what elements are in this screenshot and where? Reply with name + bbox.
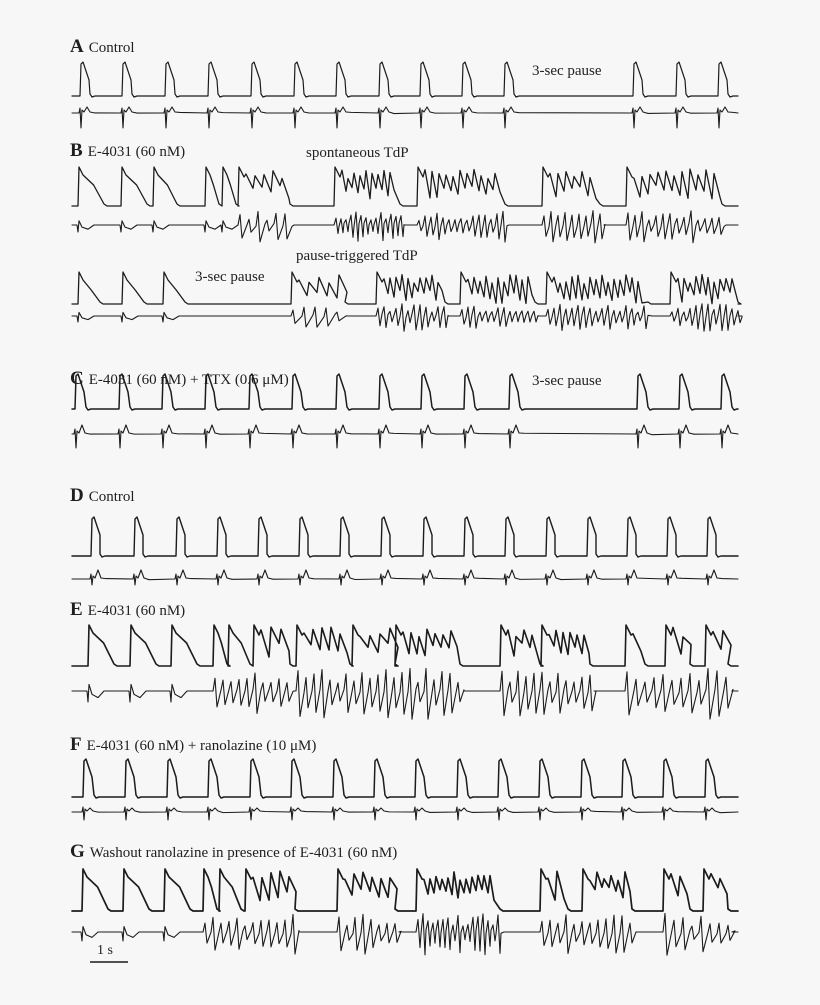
panel-title: Control	[88, 489, 135, 505]
panel-letter: F	[70, 734, 82, 755]
trace-group	[72, 62, 742, 955]
trace-c-ecg	[72, 425, 738, 448]
trace-f-ecg	[72, 807, 738, 820]
trace-e-ecg	[72, 668, 738, 719]
panel-title: Control	[88, 40, 135, 56]
scale-bar-label: 1 s	[97, 943, 113, 958]
trace-e-ap	[72, 625, 738, 666]
trace-a-ap	[72, 62, 738, 97]
annotation-pause: 3-sec pause	[195, 269, 265, 285]
panel-letter: C	[70, 368, 84, 389]
panel-title: Washout ranolazine in presence of E-4031 (60 nM)	[89, 845, 398, 861]
trace-c-ap	[72, 374, 738, 410]
annotation-pause: 3-sec pause	[532, 63, 602, 79]
trace-d-ap	[72, 517, 738, 557]
panel-title: E-4031 (60 nM) + TTX (0.6 μM)	[88, 372, 289, 388]
annotation-pause-triggered-tdp: pause-triggered TdP	[296, 248, 418, 264]
annotation-spontaneous-tdp: spontaneous TdP	[306, 145, 409, 161]
panel-title: E-4031 (60 nM)	[87, 603, 186, 619]
trace-b2-ap	[72, 272, 741, 304]
panel-letter: A	[70, 36, 84, 57]
panel-letter: D	[70, 485, 84, 506]
trace-f-ap	[72, 759, 738, 798]
trace-b2-ecg	[72, 304, 742, 331]
trace-b1-ap	[72, 167, 738, 206]
panel-letter: G	[70, 841, 85, 862]
trace-a-ecg	[72, 107, 738, 128]
panel-letter: E	[70, 599, 83, 620]
trace-g-ecg	[72, 913, 738, 955]
trace-d-ecg	[72, 570, 738, 585]
panel-letter: B	[70, 140, 83, 161]
annotation-pause: 3-sec pause	[532, 373, 602, 389]
trace-b1-ecg	[72, 211, 738, 243]
panel-title: E-4031 (60 nM)	[87, 144, 186, 160]
panel-title: E-4031 (60 nM) + ranolazine (10 μM)	[86, 738, 317, 754]
trace-g-ap	[72, 869, 738, 911]
